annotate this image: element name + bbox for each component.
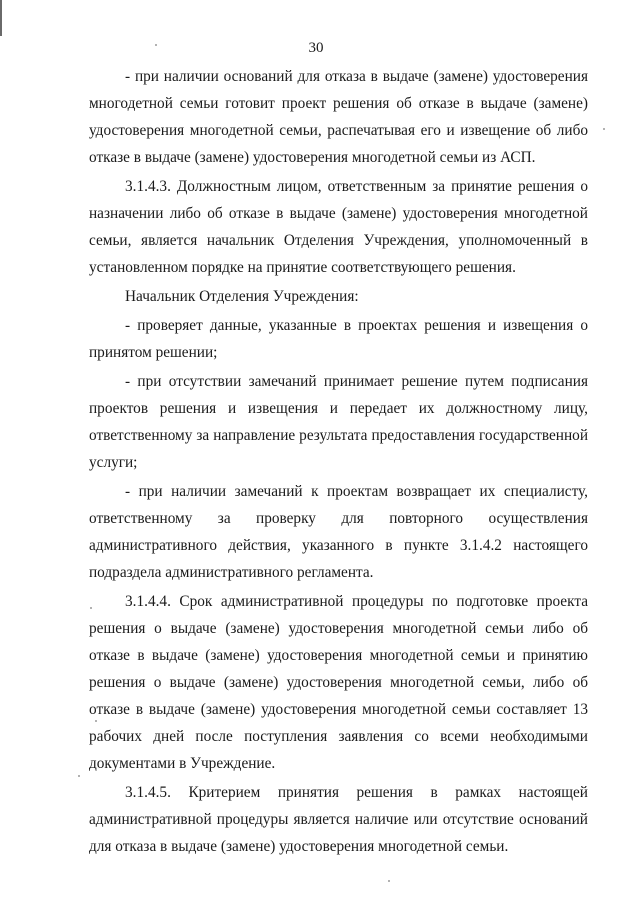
page-number: 30 bbox=[308, 40, 324, 56]
paragraph-remarks: - при наличии замечаний к проектам возвращает их специалисту, ответственному за проверку для повторного осуществления административного действия, указанного в пункте 3.1.4.2 настоящего подраздела административного регламента. bbox=[89, 483, 588, 581]
body-text bbox=[89, 63, 588, 860]
paragraph-refusal-draft: - при наличии оснований для отказа в выдаче (замене) удостоверения многодетной семьи готовит проект решения об отказе в выдаче (замене) удостоверения многодетной семьи, распечатывая его и извещение об либо отказе в выдаче (замене) удостоверения многодетной семьи из АСП. bbox=[89, 68, 588, 166]
paragraph-head-intro: Начальник Отделения Учреждения: bbox=[125, 288, 359, 305]
scan-speck bbox=[78, 775, 80, 777]
scan-edge-mark bbox=[0, 0, 2, 36]
scan-speck bbox=[603, 128, 605, 130]
paragraph-3-1-4-3: 3.1.4.3. Должностным лицом, ответственным за принятие решения о назначении либо об отказе в выдаче (замене) удостоверения многодетной семьи, является начальник Отделения Учреждения, уполномоченный в установленном порядке на принятие соответствующего решения. bbox=[89, 178, 588, 276]
paragraph-3-1-4-4: 3.1.4.4. Срок административной процедуры по подготовке проекта решения о выдаче (замене) удостоверения многодетной семьи либо об отказе в выдаче (замене) удостоверения многодетной семьи и принятию решения о выдаче (замене) удостоверения многодетной семьи, либо об отказе в выдаче (замене) удостоверения многодетной семьи составляет 13 рабочих дней после поступления заявления со всеми необходимыми документами в Учреждение. bbox=[89, 593, 588, 772]
paragraph-3-1-4-5: 3.1.4.5. Критерием принятия решения в рамках настоящей административной процедуры является наличие или отсутствие оснований для отказа в выдаче (замене) удостоверения многодетной семьи. bbox=[89, 784, 588, 855]
scan-speck bbox=[388, 880, 390, 882]
paragraph-no-remarks: - при отсутствии замечаний принимает решение путем подписания проектов решения и извещения и передает их должностному лицу, ответственному за направление результата предоставления государственной услуги; bbox=[89, 373, 588, 471]
paragraph-checks-data: - проверяет данные, указанные в проектах решения и извещения о принятом решении; bbox=[89, 317, 588, 361]
